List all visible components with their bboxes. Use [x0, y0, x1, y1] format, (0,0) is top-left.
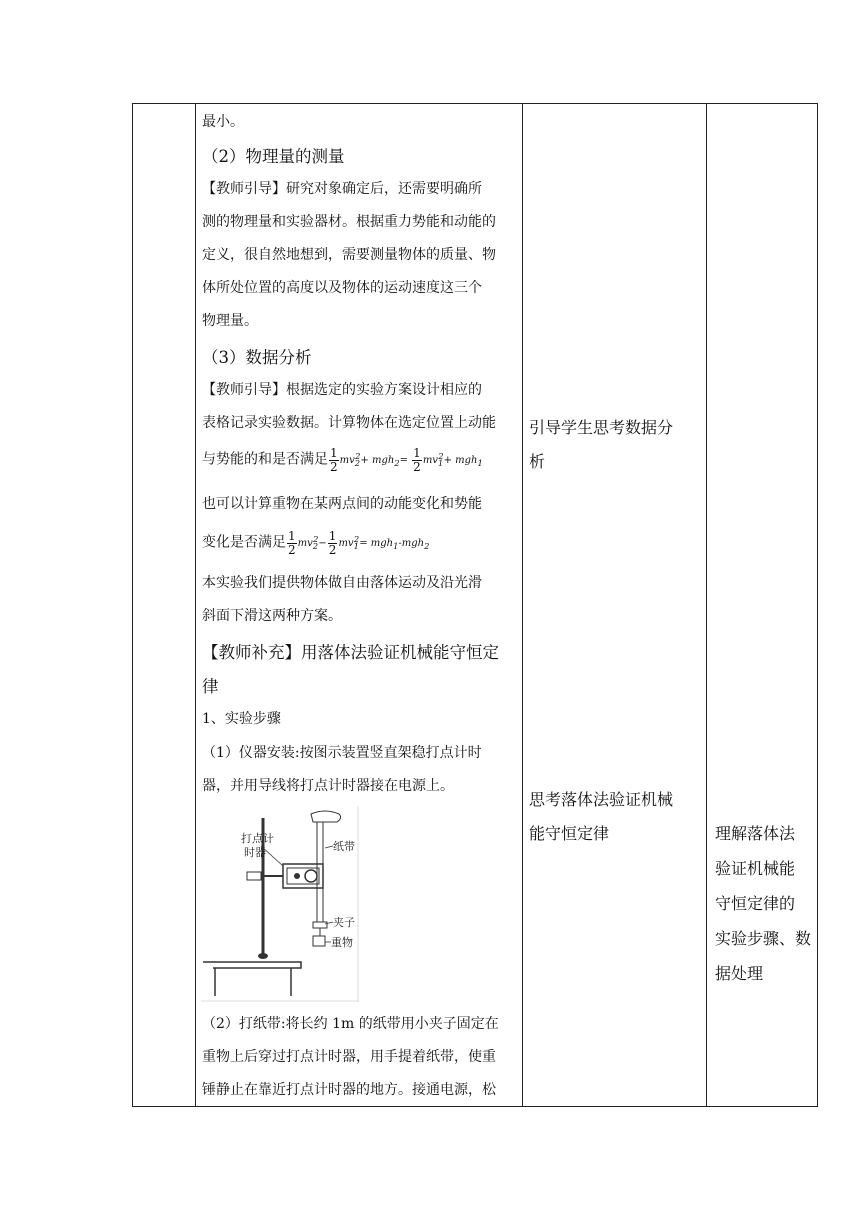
text-line: 本实验我们提供物体做自由落体运动及沿光滑: [202, 575, 482, 591]
text-line: 器，并用导线将打点计时器接在电源上。: [202, 778, 454, 794]
section-heading: 【教师补充】用落体法验证机械能守恒定: [202, 643, 499, 662]
column-divider: [522, 104, 523, 1106]
design-intent-text: 理解落体法: [715, 824, 796, 843]
formula-line: 变化是否满足 $\frac{1}{2}$ $mv_2^2-$ $\frac{1}{2}$ $mv_1^2= mgh_1-mgh_2$: [202, 529, 430, 558]
text-line: 体所处位置的高度以及物体的运动速度这三个: [202, 280, 482, 296]
text-line: 最小。: [202, 114, 244, 130]
text-line: 也可以计算重物在某两点间的动能变化和势能: [202, 496, 482, 512]
section-heading: （3）数据分析: [202, 348, 312, 367]
text-line: 锤静止在靠近打点计时器的地方。接通电源，松: [202, 1082, 496, 1098]
text-line: 表格记录实验数据。计算物体在选定位置上动能: [202, 415, 496, 431]
student-activity-text: 思考落体法验证机械: [529, 790, 674, 809]
text-line: 重物上后穿过打点计时器，用手提着纸带，使重: [202, 1049, 496, 1065]
energy-change-formula: $\frac{1}{2}$ $mv_2^2-$ $\frac{1}{2}$ $mv_1^2= mgh_1-mgh_2$: [288, 529, 430, 558]
design-intent-text: 验证机械能: [715, 859, 796, 878]
lesson-table: [132, 103, 818, 1107]
tape-label: 纸带: [333, 840, 355, 853]
timer-label: 打点计: [241, 832, 274, 845]
design-intent-text: 据处理: [715, 964, 764, 983]
weight-label: 重物: [331, 936, 353, 949]
text-line: 定义，很自然地想到，需要测量物体的质量、物: [202, 247, 496, 263]
student-activity-text: 析: [529, 452, 546, 471]
apparatus-diagram: [201, 806, 359, 1002]
teaching-process-column: [196, 104, 522, 1106]
student-activity-text: 引导学生思考数据分: [529, 418, 674, 437]
text-line: 1、实验步骤: [202, 711, 281, 727]
text-line: （1）仪器安装:按图示装置竖直架稳打点计时: [202, 745, 482, 761]
text-line: 斜面下滑这两种方案。: [202, 608, 342, 624]
section-heading: 律: [202, 677, 219, 696]
design-intent-text: 实验步骤、数: [715, 929, 812, 948]
section-heading: （2）物理量的测量: [202, 147, 345, 166]
text-line: （2）打纸带:将长约 1m 的纸带用小夹子固定在: [202, 1016, 499, 1032]
energy-formula: $\frac{1}{2}$ $mv_2^2+ mgh_2=$ $\frac{1}{2}$ $mv_1^2+ mgh_1$: [330, 446, 483, 475]
text-line: 【教师引导】根据选定的实验方案设计相应的: [202, 382, 482, 398]
text-line: 【教师引导】研究对象确定后，还需要明确所: [202, 181, 482, 197]
formula-line: 与势能的和是否满足 $\frac{1}{2}$ $mv_2^2+ mgh_2=$ $\frac{1}{2}$ $mv_1^2+ mgh_1$: [202, 446, 483, 475]
timer-label: 时器: [244, 846, 266, 859]
design-intent-text: 守恒定律的: [715, 894, 796, 913]
clip-label: 夹子: [333, 916, 355, 929]
column-divider: [706, 104, 707, 1106]
student-activity-text: 能守恒定律: [529, 824, 610, 843]
text-line: 测的物理量和实验器材。根据重力势能和动能的: [202, 214, 496, 230]
text-line: 物理量。: [202, 313, 258, 329]
